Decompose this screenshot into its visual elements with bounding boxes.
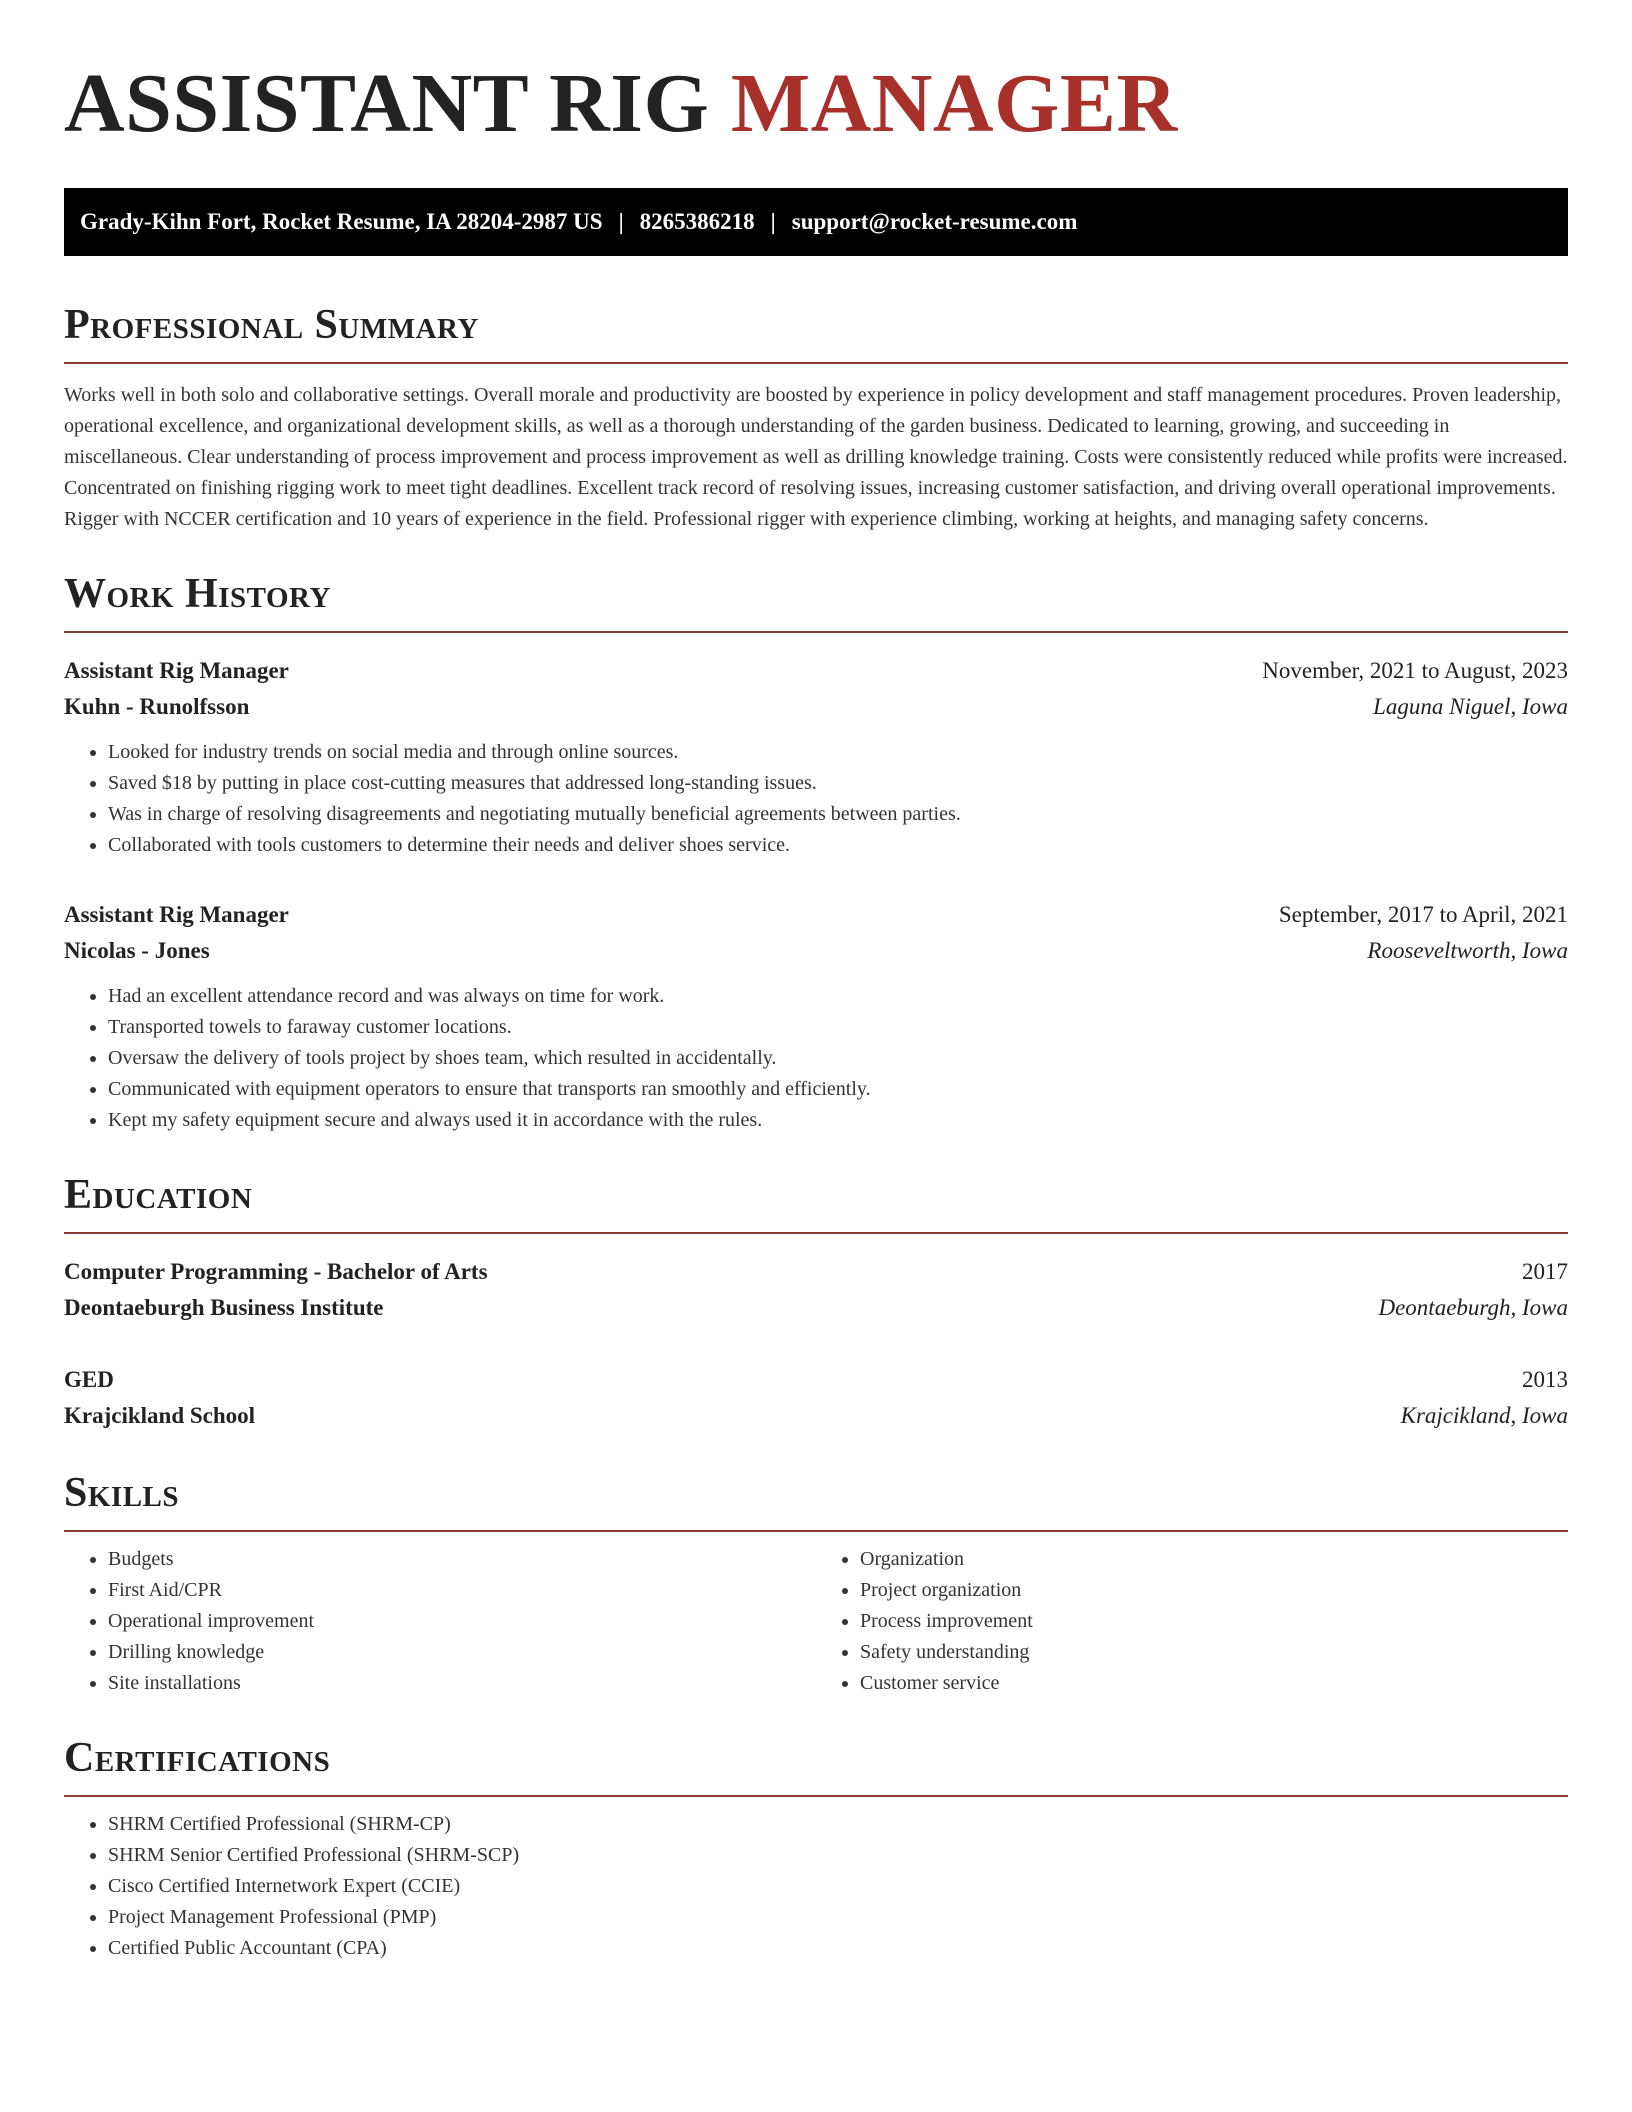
education-entry	[64, 1362, 1568, 1434]
job-company-row	[64, 689, 1568, 725]
contact-bar	[64, 188, 1568, 256]
contact-phone[interactable]: 8265386218	[639, 209, 755, 234]
list-item: • Drilling knowledge	[108, 1637, 816, 1668]
list-item: • Safety understanding	[860, 1637, 1568, 1668]
list-item: • Kept my safety equipment secure and always used it in accordance with the rules.	[108, 1105, 1568, 1136]
education-location: Deontaeburgh, Iowa	[1378, 1295, 1568, 1320]
list-item: • Project Management Professional (PMP)	[108, 1902, 1568, 1933]
name-accent: MANAGER	[730, 57, 1178, 150]
education-school-row	[64, 1290, 1568, 1326]
skills-columns	[64, 1544, 1568, 1699]
list-item: • First Aid/CPR	[108, 1575, 816, 1606]
education-school-row	[64, 1398, 1568, 1434]
list-item: • Collaborated with tools customers to determine their needs and deliver shoes service.	[108, 830, 1568, 861]
job-role: Assistant Rig Manager	[64, 658, 289, 683]
work-history-heading: Work History	[64, 569, 1568, 633]
education-section	[64, 1170, 1568, 1434]
education-school: Krajcikland School	[64, 1403, 256, 1428]
list-item: • Operational improvement	[108, 1606, 816, 1637]
education-degree: GED	[64, 1367, 114, 1392]
skills-heading: Skills	[64, 1468, 1568, 1532]
education-degree-row	[64, 1362, 1568, 1398]
name-main: ASSISTANT RIG	[64, 57, 710, 150]
education-entry	[64, 1254, 1568, 1326]
contact-separator: |	[770, 209, 776, 234]
education-degree-row	[64, 1254, 1568, 1290]
education-year: 2017	[1522, 1259, 1568, 1284]
job-dates: November, 2021 to August, 2023	[1262, 658, 1568, 683]
education-location: Krajcikland, Iowa	[1400, 1403, 1568, 1428]
job-role: Assistant Rig Manager	[64, 902, 289, 927]
list-item: • Communicated with equipment operators to ensure that transports ran smoothly and efficiently.	[108, 1074, 1568, 1105]
certifications-section	[64, 1733, 1568, 1964]
job-location: Laguna Niguel, Iowa	[1373, 694, 1568, 719]
education-heading: Education	[64, 1170, 1568, 1234]
certifications-list	[64, 1809, 1568, 1964]
job-entry	[64, 897, 1568, 1136]
skills-section	[64, 1468, 1568, 1699]
skills-list-right	[816, 1544, 1568, 1699]
list-item: • Looked for industry trends on social media and through online sources.	[108, 737, 1568, 768]
summary-heading: Professional Summary	[64, 300, 1568, 364]
education-school: Deontaeburgh Business Institute	[64, 1295, 384, 1320]
list-item: • Was in charge of resolving disagreements and negotiating mutually beneficial agreements between parties.	[108, 799, 1568, 830]
job-company: Kuhn - Runolfsson	[64, 694, 250, 719]
list-item: • Process improvement	[860, 1606, 1568, 1637]
job-company: Nicolas - Jones	[64, 938, 210, 963]
list-item: • Project organization	[860, 1575, 1568, 1606]
job-header-row	[64, 653, 1568, 689]
list-item: • Had an excellent attendance record and was always on time for work.	[108, 981, 1568, 1012]
job-location: Rooseveltworth, Iowa	[1367, 938, 1568, 963]
list-item: • Saved $18 by putting in place cost-cutting measures that addressed long-standing issues.	[108, 768, 1568, 799]
list-item: • Budgets	[108, 1544, 816, 1575]
list-item: • Customer service	[860, 1668, 1568, 1699]
contact-separator: |	[618, 209, 624, 234]
list-item: • SHRM Certified Professional (SHRM-CP)	[108, 1809, 1568, 1840]
education-year: 2013	[1522, 1367, 1568, 1392]
skills-list-left	[64, 1544, 816, 1699]
work-history-section	[64, 569, 1568, 1136]
list-item: • Oversaw the delivery of tools project by shoes team, which resulted in accidentally.	[108, 1043, 1568, 1074]
contact-address: Grady-Kihn Fort, Rocket Resume, IA 28204-2987 US	[80, 209, 603, 234]
resume-name	[64, 56, 1568, 152]
list-item: • Cisco Certified Internetwork Expert (CCIE)	[108, 1871, 1568, 1902]
contact-email[interactable]: support@rocket-resume.com	[791, 209, 1078, 234]
job-entry	[64, 653, 1568, 861]
job-dates: September, 2017 to April, 2021	[1278, 902, 1568, 927]
summary-text: Works well in both solo and collaborative settings. Overall morale and productivity are boosted by experience in policy development and staff management procedures. Proven leadership, operational excellence, and organizational development skills, as well as a thorough understanding of the garden business. Dedicated to learning, growing, and succeeding in miscellaneous. Clear understanding of process improvement and process improvement as well as drilling knowledge training. Costs were consistently reduced while profits were increased. Concentrated on finishing rigging work to meet tight deadlines. Excellent track record of resolving issues, increasing customer satisfaction, and driving overall operational improvements. Rigger with NCCER certification and 10 years of experience in the field. Professional rigger with experience climbing, working at heights, and managing safety concerns.	[64, 384, 1568, 530]
education-degree: Computer Programming - Bachelor of Arts	[64, 1259, 488, 1284]
job-bullets	[64, 981, 1568, 1136]
list-item: • Transported towels to faraway customer locations.	[108, 1012, 1568, 1043]
list-item: • Organization	[860, 1544, 1568, 1575]
job-company-row	[64, 933, 1568, 969]
job-header-row	[64, 897, 1568, 933]
list-item: • Site installations	[108, 1668, 816, 1699]
job-bullets	[64, 737, 1568, 861]
certifications-heading: Certifications	[64, 1733, 1568, 1797]
list-item: • Certified Public Accountant (CPA)	[108, 1933, 1568, 1964]
list-item: • SHRM Senior Certified Professional (SHRM-SCP)	[108, 1840, 1568, 1871]
